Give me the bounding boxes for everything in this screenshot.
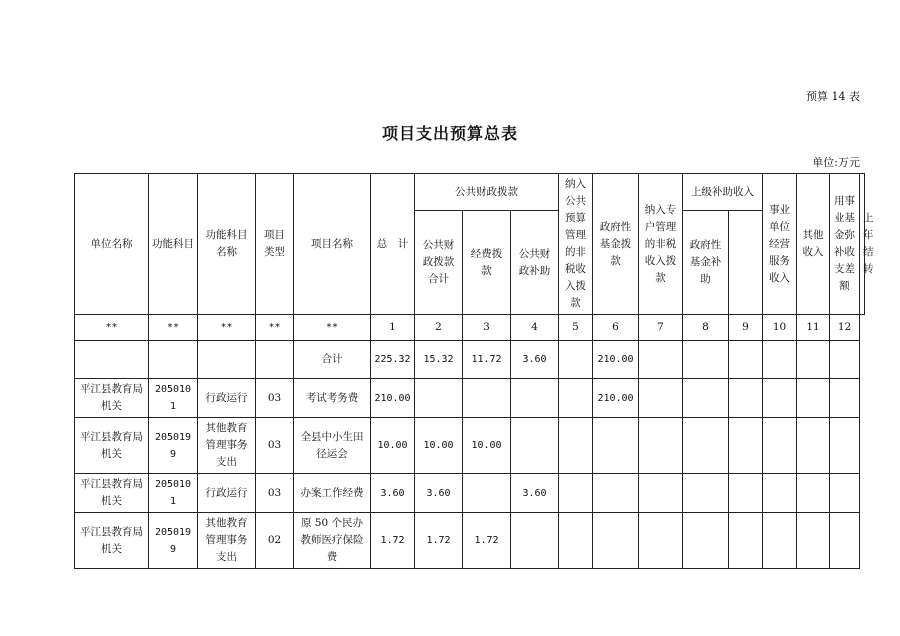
table-cell — [75, 341, 149, 379]
function-code-cell: 2050101 — [149, 474, 198, 513]
index-cell: 12 — [830, 315, 860, 341]
total-value: 11.72 — [463, 341, 511, 379]
total-value — [559, 341, 593, 379]
total-value: 15.32 — [415, 341, 463, 379]
value-cell: 10.00 — [415, 418, 463, 474]
project-type-cell: 02 — [256, 513, 294, 569]
function-name-cell: 其他教育管理事务支出 — [198, 418, 256, 474]
index-cell: 6 — [593, 315, 639, 341]
header-function-name: 功能科目名称 — [198, 174, 256, 315]
value-cell — [593, 513, 639, 569]
header-funding: 经费拨款 — [463, 211, 511, 315]
index-cell: 2 — [415, 315, 463, 341]
value-cell: 3.60 — [371, 474, 415, 513]
header-gov-fund: 政府性基金拨款 — [593, 174, 639, 315]
unit-name-cell: 平江县教育局机关 — [75, 418, 149, 474]
total-value — [683, 341, 729, 379]
value-cell — [763, 513, 797, 569]
table-cell — [256, 341, 294, 379]
value-cell — [763, 418, 797, 474]
budget-table — [74, 173, 874, 569]
value-cell — [683, 474, 729, 513]
value-cell: 1.72 — [415, 513, 463, 569]
total-value: 225.32 — [371, 341, 415, 379]
value-cell — [729, 513, 763, 569]
table-row — [75, 418, 865, 474]
value-cell — [463, 474, 511, 513]
total-row — [75, 341, 865, 379]
header-function-code: 功能科目 — [149, 174, 198, 315]
value-cell — [511, 379, 559, 418]
value-cell — [639, 379, 683, 418]
value-cell: 3.60 — [415, 474, 463, 513]
function-name-cell: 行政运行 — [198, 474, 256, 513]
header-public-subsidy: 公共财政补助 — [511, 211, 559, 315]
project-type-cell: 03 — [256, 418, 294, 474]
project-name-cell: 原 50 个民办教师医疗保险费 — [294, 513, 371, 569]
index-cell: ** — [294, 315, 371, 341]
header-public-finance: 公共财政拨款 — [415, 174, 559, 211]
value-cell — [559, 474, 593, 513]
page-title: 项目支出预算总表 — [381, 124, 518, 143]
value-cell — [463, 379, 511, 418]
total-value: 210.00 — [593, 341, 639, 379]
value-cell — [830, 418, 860, 474]
value-cell: 210.00 — [593, 379, 639, 418]
value-cell — [763, 474, 797, 513]
total-label: 合计 — [294, 341, 371, 379]
table-cell — [198, 341, 256, 379]
index-cell: 5 — [559, 315, 593, 341]
index-row — [75, 315, 865, 341]
header-total: 总 计 — [371, 174, 415, 315]
header-superior-subsidy: 上级补助收入 — [683, 174, 763, 211]
header-carryover: 上年结转 — [860, 174, 865, 315]
value-cell — [593, 418, 639, 474]
index-cell: 9 — [729, 315, 763, 341]
project-type-cell: 03 — [256, 379, 294, 418]
total-value — [639, 341, 683, 379]
unit-name-cell: 平江县教育局机关 — [75, 379, 149, 418]
function-code-cell: 2050199 — [149, 418, 198, 474]
index-cell: 11 — [797, 315, 830, 341]
index-cell: ** — [75, 315, 149, 341]
value-cell — [511, 418, 559, 474]
value-cell — [593, 474, 639, 513]
value-cell — [763, 379, 797, 418]
function-name-cell: 其他教育管理事务支出 — [198, 513, 256, 569]
unit-label: 单位:万元 — [812, 156, 860, 169]
total-value — [830, 341, 860, 379]
total-value — [729, 341, 763, 379]
index-cell: ** — [256, 315, 294, 341]
value-cell: 3.60 — [511, 474, 559, 513]
value-cell — [511, 513, 559, 569]
index-cell: 10 — [763, 315, 797, 341]
header-public-finance-total: 公共财政拨款合计 — [415, 211, 463, 315]
unit-name-cell: 平江县教育局机关 — [75, 474, 149, 513]
value-cell — [639, 474, 683, 513]
value-cell — [797, 418, 830, 474]
table-row — [75, 474, 865, 513]
value-cell — [683, 418, 729, 474]
table-cell — [149, 341, 198, 379]
index-cell: ** — [198, 315, 256, 341]
function-code-cell: 2050101 — [149, 379, 198, 418]
index-cell: 3 — [463, 315, 511, 341]
table-row — [75, 379, 865, 418]
index-cell: 7 — [639, 315, 683, 341]
value-cell — [639, 513, 683, 569]
header-other-income: 其他收入 — [797, 174, 830, 315]
header-gov-fund-subsidy: 政府性基金补助 — [683, 211, 729, 315]
header-unit-name: 单位名称 — [75, 174, 149, 315]
table-row — [75, 513, 865, 569]
total-value: 3.60 — [511, 341, 559, 379]
value-cell: 210.00 — [371, 379, 415, 418]
project-type-cell: 03 — [256, 474, 294, 513]
header-fund-offset: 用事业基金弥补收支差额 — [830, 174, 860, 315]
table-number: 预算 14 表 — [806, 90, 860, 103]
header-project-type: 项目类型 — [256, 174, 294, 315]
value-cell — [797, 474, 830, 513]
value-cell — [559, 418, 593, 474]
function-name-cell: 行政运行 — [198, 379, 256, 418]
index-cell: ** — [149, 315, 198, 341]
value-cell — [797, 379, 830, 418]
unit-name-cell: 平江县教育局机关 — [75, 513, 149, 569]
header-project-name: 项目名称 — [294, 174, 371, 315]
value-cell: 10.00 — [371, 418, 415, 474]
value-cell — [830, 513, 860, 569]
value-cell — [683, 513, 729, 569]
index-cell: 4 — [511, 315, 559, 341]
function-code-cell: 2050199 — [149, 513, 198, 569]
value-cell — [830, 379, 860, 418]
project-name-cell: 办案工作经费 — [294, 474, 371, 513]
value-cell: 1.72 — [371, 513, 415, 569]
value-cell — [559, 513, 593, 569]
value-cell — [683, 379, 729, 418]
value-cell — [729, 379, 763, 418]
project-name-cell: 全县中小生田径运会 — [294, 418, 371, 474]
value-cell — [830, 474, 860, 513]
value-cell — [797, 513, 830, 569]
index-cell: 1 — [371, 315, 415, 341]
total-value — [797, 341, 830, 379]
value-cell — [639, 418, 683, 474]
value-cell — [559, 379, 593, 418]
header-business-income: 事业单位经营服务收入 — [763, 174, 797, 315]
value-cell — [415, 379, 463, 418]
total-value — [763, 341, 797, 379]
value-cell: 10.00 — [463, 418, 511, 474]
value-cell: 1.72 — [463, 513, 511, 569]
header-budget-nontax: 纳入公共预算管理的非税收入拨款 — [559, 174, 593, 315]
project-name-cell: 考试考务费 — [294, 379, 371, 418]
header-special-nontax: 纳入专户管理的非税收入拨款 — [639, 174, 683, 315]
value-cell — [729, 474, 763, 513]
value-cell — [729, 418, 763, 474]
index-cell: 8 — [683, 315, 729, 341]
